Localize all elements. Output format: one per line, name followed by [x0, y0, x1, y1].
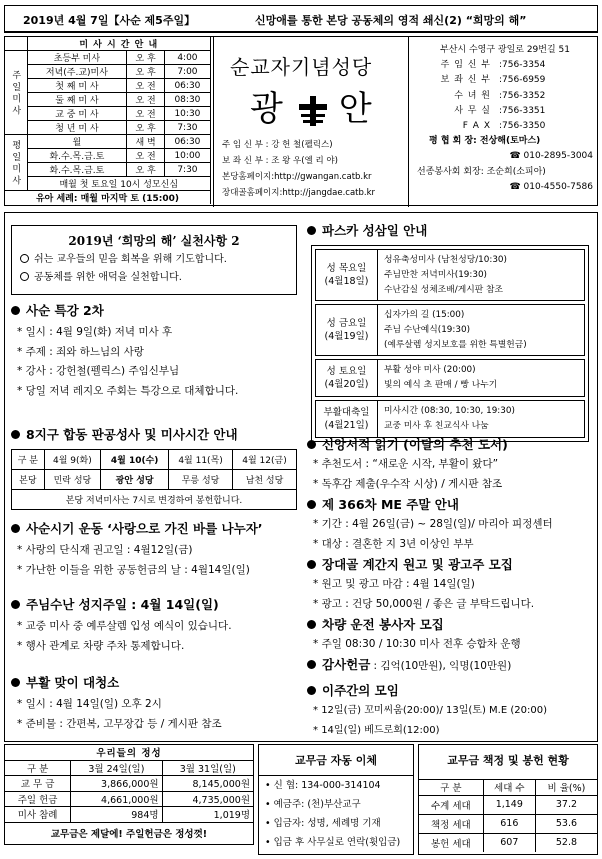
status-head-2: 비 율(%): [535, 780, 597, 796]
district-section: [11, 425, 301, 510]
mass-rows-0-2: 4:00: [164, 51, 210, 65]
palm-items-1: * 행사 관계로 차량 주차 통제합니다.: [11, 637, 301, 657]
contact-rows-2-0: 수 녀 원: [454, 90, 491, 101]
triduum-rows-3-day: 부활대축일: [323, 407, 370, 418]
lecture-items-1: * 주제 : 죄와 하느님의 사랑: [11, 343, 301, 363]
palm-sunday-title: 주님수난 성지주일 : 4월 14일(일): [26, 597, 219, 612]
triduum-rows-1-items-2: (예루살렘 성지보호를 위한 특별헌금): [384, 340, 527, 350]
circle-bullet-icon: [20, 254, 29, 263]
contact-rows-4-0: F A X: [462, 121, 491, 132]
parish-subtitle: 순교자기념성당: [230, 55, 373, 79]
logo-name_b: 안: [338, 89, 376, 129]
practice-item: [20, 251, 296, 269]
cross-emblem-icon: [293, 94, 333, 128]
mass-title: 미 사 시 간 안 내: [27, 37, 211, 51]
finance-rows-1-1: 4,661,000원: [71, 791, 162, 807]
district-row-2: 광안 성당: [101, 470, 169, 490]
mass-rows-5-2: 7:30: [164, 121, 210, 135]
triduum-rows-2-date: (4월20일): [324, 379, 369, 390]
triduum-rows-1-items-1: 주님 수난예식(19:30): [384, 325, 470, 335]
section-bullet-icon: [307, 620, 316, 629]
meet-items-1: * 14일(일) 베드로회(12:00): [307, 721, 595, 741]
lecture-section: [11, 301, 301, 401]
triduum-rows-0-items-2: 수난감실 성체조배/게시판 참조: [384, 285, 504, 295]
district-head-0: 구 분: [12, 450, 45, 470]
status-rows-0-0: 수계 세대: [419, 795, 483, 814]
triduum-rows-3-items-0: 미사시간 (08:30, 10:30, 19:30): [384, 406, 515, 416]
driver-section: [307, 615, 595, 655]
contact-rows-0-1: 756-3354: [502, 60, 546, 71]
district-row-1: 민락 성당: [44, 470, 101, 490]
contact-rows-3-0: 사 무 실: [454, 105, 491, 116]
mass-wrows-0-1: 새 벽: [127, 135, 165, 149]
mass-wrows-1-2: 10:00: [164, 149, 210, 163]
book-title: 신앙서적 읽기 (이달의 추천 도서): [322, 437, 508, 452]
thanks-text: : 김억(10만원), 익명(10만원): [373, 660, 512, 672]
contact-rows-4-1: 756-3350: [502, 121, 546, 132]
status-rows-1-0: 책정 세대: [419, 814, 483, 833]
infant-baptism-note: 유아 세례: 매월 마지막 토 (15:00): [5, 191, 211, 205]
mass-rows-3-2: 08:30: [164, 93, 210, 107]
lent-items-1: * 가난한 이들을 위한 공동헌금의 날 : 4월14일(일): [11, 561, 301, 581]
mass-rows-1-0: 저녁(주.교)미사: [27, 65, 127, 79]
logo-info-1: 보 좌 신 부 : 조 왕 우(엘 리 야): [222, 156, 338, 166]
finance-rows-0-0: 교 무 금: [5, 776, 71, 792]
mass-wrows-2-0: 화.수.목.금.토: [27, 163, 127, 177]
contact-info: 부산시 수영구 광일로 29번길 51 주 임 신 부 : 756-3354 보 좌 신 부 : 756-6959 수 녀 원 : 756-3352 사 무 실 : 756-3351 F A X : 756-3350 평 협 회 장: 전상해(토마스) ☎ 010-2895-3004 선종봉사회 회장: 조순희(소피아) ☎ 010-4550-7586: [411, 37, 599, 207]
triduum-row: [315, 249, 585, 301]
driver-items-0: * 주일 08:30 / 10:30 미사 전후 승합차 운행: [307, 635, 595, 655]
status-rows-1-2: 53.6: [535, 814, 597, 833]
mass-rows-4-2: 10:30: [164, 107, 210, 121]
section-bullet-icon: [11, 430, 20, 439]
council-president: 평 협 회 장: 전상해(토마스): [429, 136, 541, 147]
district-head-2: 4월 10(수): [101, 450, 169, 470]
pledge-status-box: [418, 744, 598, 855]
triduum-rows-0-date: (4월18일): [324, 276, 369, 287]
circle-bullet-icon: [20, 272, 29, 281]
district-head-4: 4월 12(금): [233, 450, 297, 470]
triduum-rows-1-day: 성 금요일: [326, 318, 367, 329]
book-items-1: * 독후감 제출(우수작 시상) / 게시판 참조: [307, 475, 595, 495]
section-bullet-icon: [11, 678, 20, 687]
mass-rows-5-1: 오 후: [127, 121, 165, 135]
section-bullet-icon: [307, 226, 316, 235]
bulletin-header-bar: [4, 5, 598, 33]
finance-head-1: 3월 24일(일): [71, 760, 162, 776]
finance-rows-2-2: 1,019명: [162, 807, 253, 823]
contact-rows-1-1: 756-6959: [502, 75, 546, 86]
thanks-title: 감사헌금: [322, 657, 371, 672]
lent-items-0: * 사랑의 단식재 권고일 : 4월12일(금): [11, 541, 301, 561]
practice-items-1: 공동체를 위한 애덕을 실천합니다.: [34, 272, 182, 283]
meeting-section: [307, 681, 595, 740]
section-bullet-icon: [11, 306, 20, 315]
section-bullet-icon: [11, 524, 20, 533]
ad-items-1: * 광고 : 건당 50,000원 / 좋은 글 부탁드립니다.: [307, 595, 595, 615]
finance-rows-2-1: 984명: [71, 807, 162, 823]
section-bullet-icon: [11, 600, 20, 609]
bulletin-body: [4, 212, 598, 742]
mass-rows-0-0: 초등부 미사: [27, 51, 127, 65]
status-rows-0-2: 37.2: [535, 795, 597, 814]
palm-sunday-section: [11, 595, 301, 656]
book-items-0: * 추천도서 : “새로운 시작, 부활이 왔다”: [307, 455, 595, 475]
bulletin-masthead: [4, 36, 598, 206]
mass-rows-2-1: 오 전: [127, 79, 165, 93]
contact-rows-0-0: 주 임 신 부: [440, 60, 491, 71]
meet-items-0: * 12일(금) 꼬미씨움(20:00)/ 13일(토) M.E (20:00): [307, 701, 595, 721]
finance-rows-0-1: 3,866,000원: [71, 776, 162, 792]
mass-rows-3-0: 둘 째 미 사: [27, 93, 127, 107]
ad-title: 장대골 계간지 원고 및 광고주 모집: [322, 557, 513, 572]
offering-note: 교무금은 제달에! 주일헌금은 정성껏!: [5, 822, 254, 844]
me-items-1: * 대상 : 결혼한 지 3년 이상인 부부: [307, 535, 595, 555]
contact-rows-1-0: 보 좌 신 부: [440, 75, 491, 86]
section-bullet-icon: [307, 500, 316, 509]
triduum-section: [307, 221, 595, 442]
district-head-3: 4월 11(목): [169, 450, 233, 470]
lent-section: [11, 519, 301, 580]
council-president-phone: ☎ 010-2895-3004: [509, 151, 593, 162]
mass-rows-2-2: 06:30: [164, 79, 210, 93]
triduum-rows-0-items-0: 성유축성미사 (남천성당/10:30): [384, 255, 507, 265]
triduum-rows-0-day: 성 목요일: [326, 263, 367, 274]
district-row-0: 본당: [12, 470, 45, 490]
pledge-status-title: 교무금 책정 및 봉헌 현황: [447, 754, 569, 767]
status-rows-2-2: 52.8: [535, 833, 597, 852]
me-items-0: * 기간 : 4월 26일(금) ~ 28일(일)/ 마리아 피정센터: [307, 515, 595, 535]
mass-wrows-1-0: 화.수.목.금.토: [27, 149, 127, 163]
mass-schedule: [5, 37, 211, 207]
district-table: [11, 449, 297, 510]
triduum-rows-3-date: (4월21일): [324, 420, 369, 431]
transfer-items-0: 신 협: 134-000-314104: [273, 780, 381, 791]
practice-items-0: 쉬는 교우들의 믿음 회복을 위해 기도합니다.: [34, 254, 227, 265]
mass-rows-4-0: 교 중 미 사: [27, 107, 127, 121]
mass-wrows-1-1: 오 전: [127, 149, 165, 163]
contact-rows-2-1: 756-3352: [502, 90, 546, 101]
driver-title: 차량 운전 봉사자 모집: [322, 617, 444, 632]
triduum-title: 파스카 성삼일 안내: [322, 223, 428, 238]
district-head-1: 4월 9(화): [44, 450, 101, 470]
mass-rows-3-1: 오 전: [127, 93, 165, 107]
ad-items-0: * 원고 및 광고 마감 : 4월 14일(일): [307, 575, 595, 595]
finance-footer: [4, 744, 598, 855]
auto-transfer-box: 교무금 자동 이체 • 신 협: 134-000-314104 • 예금주: (천)부산교구 • 입금자: 성명, 세례명 기재 • 입금 후 사무실로 연락(휫입금): [258, 744, 414, 855]
sunday-mass-label: 주 일 미 사: [5, 51, 27, 135]
parish-homepage-link[interactable]: 본당홈페이지:http://gwangan.catb.kr: [222, 172, 372, 182]
triduum-row: [315, 359, 585, 397]
transfer-items-2: 입금자: 성명, 세례명 기재: [273, 818, 381, 829]
finance-rows-2-0: 미사 참례: [5, 807, 71, 823]
finance-rows-0-2: 8,145,000원: [162, 776, 253, 792]
section-bullet-icon: [307, 686, 316, 695]
funeral-service-head: 선종봉사회 회장: 조순희(소피아): [417, 166, 546, 177]
transfer-items-3: 입금 후 사무실로 연락(휫입금): [273, 837, 401, 848]
finance-head-2: 3월 31일(일): [162, 760, 253, 776]
status-head-0: 구 분: [419, 780, 483, 796]
status-rows-2-1: 607: [483, 833, 535, 852]
section-bullet-icon: [307, 560, 316, 569]
triduum-row: [315, 304, 585, 356]
section-bullet-icon: [307, 440, 316, 449]
jangdae-homepage-link[interactable]: 장대골홈페이지:http://jangdae.catb.kr: [222, 188, 375, 198]
offering-table: [4, 744, 254, 845]
mass-wrows-2-1: 오 후: [127, 163, 165, 177]
triduum-rows-1-items-0: 십자가의 길 (15:00): [384, 310, 465, 320]
me-title: 제 366차 ME 주말 안내: [322, 497, 459, 512]
logo-info-0: 주 임 신 부 : 강 헌 철(펠릭스): [222, 140, 333, 150]
lecture-items-2: * 강사 : 강헌철(펠릭스) 주임신부님: [11, 362, 301, 382]
ad-section: [307, 555, 595, 614]
mass-rows-1-2: 7:00: [164, 65, 210, 79]
clean-items-0: * 일시 : 4월 14일(일) 오후 2시: [11, 695, 301, 715]
triduum-rows-0-items-1: 주님만찬 저녁미사(19:30): [384, 270, 487, 280]
section-bullet-icon: [307, 660, 316, 669]
offering-title: 우리들의 정성: [5, 745, 254, 761]
first-saturday-note: 매월 첫 토요일 10시 성모신심: [27, 177, 211, 191]
mass-rows-5-0: 청 년 미 사: [27, 121, 127, 135]
mass-rows-4-1: 오 전: [127, 107, 165, 121]
contact-rows-3-1: 756-3351: [502, 105, 546, 116]
meeting-title: 이주간의 모임: [322, 683, 399, 698]
finance-rows-1-2: 4,735,000원: [162, 791, 253, 807]
lecture-items-0: * 일시 : 4월 9일(화) 저녁 미사 후: [11, 323, 301, 343]
practice-title: 2019년 ‘희망의 해’ 실천사항 2: [68, 234, 240, 248]
mass-rows-0-1: 오 후: [127, 51, 165, 65]
mass-rows-2-0: 첫 째 미 사: [27, 79, 127, 93]
status-rows-0-1: 1,149: [483, 795, 535, 814]
status-rows-2-0: 봉헌 세대: [419, 833, 483, 852]
finance-rows-1-0: 주일 헌금: [5, 791, 71, 807]
me-section: [307, 495, 595, 554]
weekday-mass-label: 평 일 미 사: [5, 135, 27, 191]
mass-wrows-0-0: 월: [27, 135, 127, 149]
practice-item: [20, 269, 296, 287]
practice-box: [11, 225, 297, 295]
lecture-items-3: * 당일 저녁 레지오 주회는 특강으로 대체합니다.: [11, 382, 301, 402]
triduum-rows-2-items-0: 부활 성야 미사 (20:00): [384, 365, 476, 375]
clean-items-1: * 준비물 : 간편복, 고무장갑 등 / 게시판 참조: [11, 715, 301, 735]
triduum-rows-1-date: (4월19일): [324, 331, 369, 342]
year-theme: 신망애를 통한 본당 공동체의 영적 쇄신(2) “희망의 해”: [255, 14, 527, 27]
district-note: 본당 저녁미사는 7시로 변경하여 봉헌합니다.: [12, 490, 297, 510]
district-row-3: 무릉 성당: [169, 470, 233, 490]
parish-logo-block: [213, 37, 409, 207]
parish-name: [250, 81, 376, 130]
triduum-row: [315, 400, 585, 438]
finance-head-0: 구 분: [5, 760, 71, 776]
triduum-rows-2-day: 성 토요일: [326, 366, 367, 377]
mass-wrows-0-2: 06:30: [164, 135, 210, 149]
pledge-status-table: [419, 779, 597, 852]
thanks-section: [307, 655, 595, 673]
book-section: [307, 435, 595, 494]
auto-transfer-title: 교무금 자동 이체: [259, 745, 413, 776]
lent-title: 사순시기 운동 ‘사랑으로 가진 바를 나누자’: [26, 521, 263, 536]
district-row-4: 남천 성당: [233, 470, 297, 490]
issue-date: 2019년 4월 7일【사순 제5주일】: [23, 14, 196, 27]
lecture-title: 사순 특강 2차: [26, 303, 104, 318]
cleaning-section: [11, 673, 301, 734]
district-title: 8지구 합동 판공성사 및 미사시간 안내: [26, 427, 238, 442]
cleaning-title: 부활 맞이 대청소: [26, 675, 120, 690]
mass-rows-1-1: 오 후: [127, 65, 165, 79]
parish-info: [222, 137, 375, 201]
triduum-rows-3-items-1: 교중 미사 후 친교식사 나눔: [384, 421, 489, 431]
mass-wrows-2-2: 7:30: [164, 163, 210, 177]
funeral-service-phone: ☎ 010-4550-7586: [509, 181, 593, 192]
triduum-rows-2-items-1: 빛의 예식 초 판매 / 빵 나누기: [384, 380, 498, 390]
status-rows-1-1: 616: [483, 814, 535, 833]
transfer-items-1: 예금주: (천)부산교구: [273, 799, 361, 810]
palm-items-0: * 교중 미사 중 예루살렘 입성 예식이 있습니다.: [11, 617, 301, 637]
triduum-table: [311, 245, 589, 442]
logo-name_a: 광: [250, 89, 287, 129]
parish-address: 부산시 수영구 광일로 29번길 51: [440, 45, 570, 55]
status-head-1: 세대 수: [483, 780, 535, 796]
